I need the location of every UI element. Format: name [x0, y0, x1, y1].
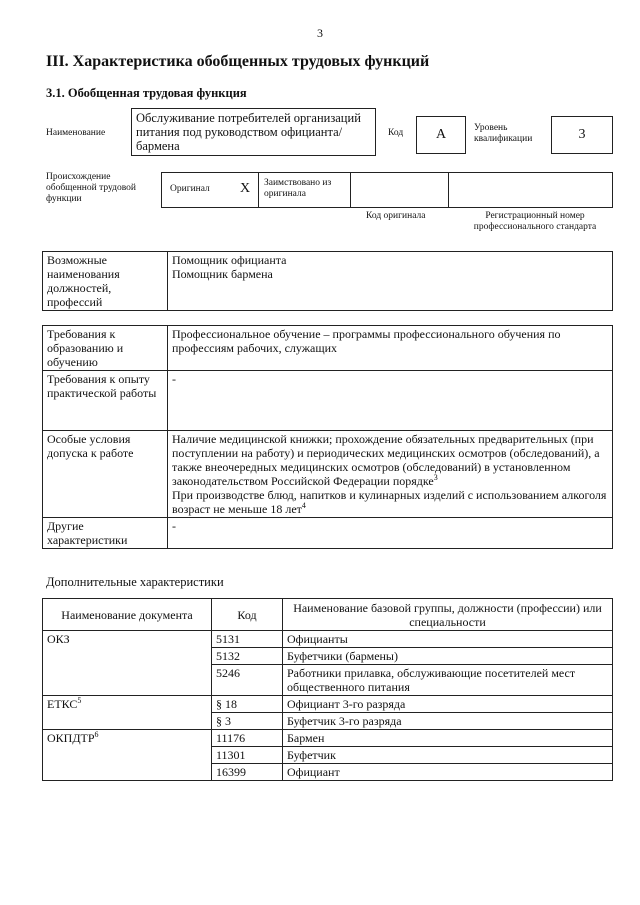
footnote-ref-4: 4 [301, 501, 306, 510]
name-cell: Работники прилавка, обслуживающие посетителей мест общественного питания [283, 665, 613, 696]
position-item: Помощник бармена [172, 267, 273, 281]
name-cell: Бармен [283, 730, 613, 747]
doc-cell [43, 730, 212, 781]
borrowed-label: Заимствовано из оригинала [264, 178, 332, 199]
conditions-label: Особые условия допуска к работе [43, 431, 168, 518]
code-original-caption: Код оригинала [366, 211, 426, 221]
other-label: Другие характеристики [43, 518, 168, 549]
original-cell [162, 173, 259, 207]
code-cell: 11301 [212, 747, 283, 764]
experience-value: - [168, 371, 613, 431]
origin-label: Происхождение обобщенной трудовой функции [46, 172, 136, 204]
level-value: 3 [578, 127, 586, 142]
footnote-ref-3: 3 [433, 473, 438, 482]
subsection-title: 3.1. Обобщенная трудовая функция [46, 86, 247, 100]
doc-cell [43, 696, 212, 730]
conditions-text-2: При производстве блюд, напитков и кулинарных изделий с использованием алкоголя возраст не меньше 18 лет [172, 488, 607, 516]
code-cell: § 3 [212, 713, 283, 730]
name-cell: Официант [283, 764, 613, 781]
conditions-value [168, 431, 613, 518]
section-title: III. Характеристика обобщенных трудовых функций [46, 53, 430, 70]
doc-name: ЕТКС [47, 697, 78, 711]
col-name-header: Наименование базовой группы, должности (профессии) или специальности [283, 599, 613, 631]
doc-cell: ОКЗ [43, 631, 212, 696]
code-cell: 11176 [212, 730, 283, 747]
additional-table [42, 598, 613, 781]
other-value: - [168, 518, 613, 549]
borrowed-cell [259, 173, 351, 207]
name-cell: Официанты [283, 631, 613, 648]
function-name-value: Обслуживание потребителей организаций питания под руководством официанта/бармена [136, 111, 361, 153]
name-label: Наименование [46, 128, 106, 138]
education-label: Требования к образованию и обучению [43, 326, 168, 371]
code-original-cell [351, 173, 449, 207]
footnote-ref-5: 5 [77, 696, 82, 705]
level-box [551, 116, 613, 154]
code-cell: 16399 [212, 764, 283, 781]
position-item: Помощник официанта [172, 253, 287, 267]
code-value: A [435, 127, 447, 142]
code-cell: § 18 [212, 696, 283, 713]
original-mark: X [240, 181, 251, 196]
code-cell: 5246 [212, 665, 283, 696]
level-label: Уровень квалификации [474, 123, 533, 144]
col-code-header: Код [212, 599, 283, 631]
page-number: 3 [317, 26, 323, 40]
experience-label: Требования к опыту практической работы [43, 371, 168, 431]
col-doc-header: Наименование документа [43, 599, 212, 631]
name-cell: Буфетчик [283, 747, 613, 764]
reg-number-cell [449, 173, 612, 207]
positions-values [168, 252, 613, 311]
function-name-box [131, 108, 376, 156]
education-value: Профессиональное обучение – программы профессионального обучения по профессиям рабочих, служащих [168, 326, 613, 371]
code-cell: 5132 [212, 648, 283, 665]
table-row [43, 696, 613, 713]
origin-row [161, 172, 613, 208]
table-row [43, 730, 613, 747]
reg-number-caption: Регистрационный номер профессионального стандарта [473, 211, 597, 232]
conditions-text-1: Наличие медицинской книжки; прохождение обязательных предварительных (при поступлении на работу) и периодических медицинских осмотров (обследований), а также внеочередных медицинских осмотров (обследований) в установленном законодательством Российской Федерации порядке [172, 432, 600, 488]
additional-title: Дополнительные характеристики [46, 575, 224, 589]
name-cell: Буфетчик 3-го разряда [283, 713, 613, 730]
name-cell: Официант 3-го разряда [283, 696, 613, 713]
doc-name: ОКПДТР [47, 731, 95, 745]
positions-table [42, 251, 613, 311]
original-label: Оригинал [170, 184, 210, 194]
positions-label: Возможные наименования должностей, профессий [43, 252, 168, 311]
code-box [416, 116, 466, 154]
table-row [43, 631, 613, 648]
footnote-ref-6: 6 [94, 730, 99, 739]
code-label: Код [388, 128, 404, 138]
requirements-table [42, 325, 613, 549]
name-cell: Буфетчики (бармены) [283, 648, 613, 665]
code-cell: 5131 [212, 631, 283, 648]
